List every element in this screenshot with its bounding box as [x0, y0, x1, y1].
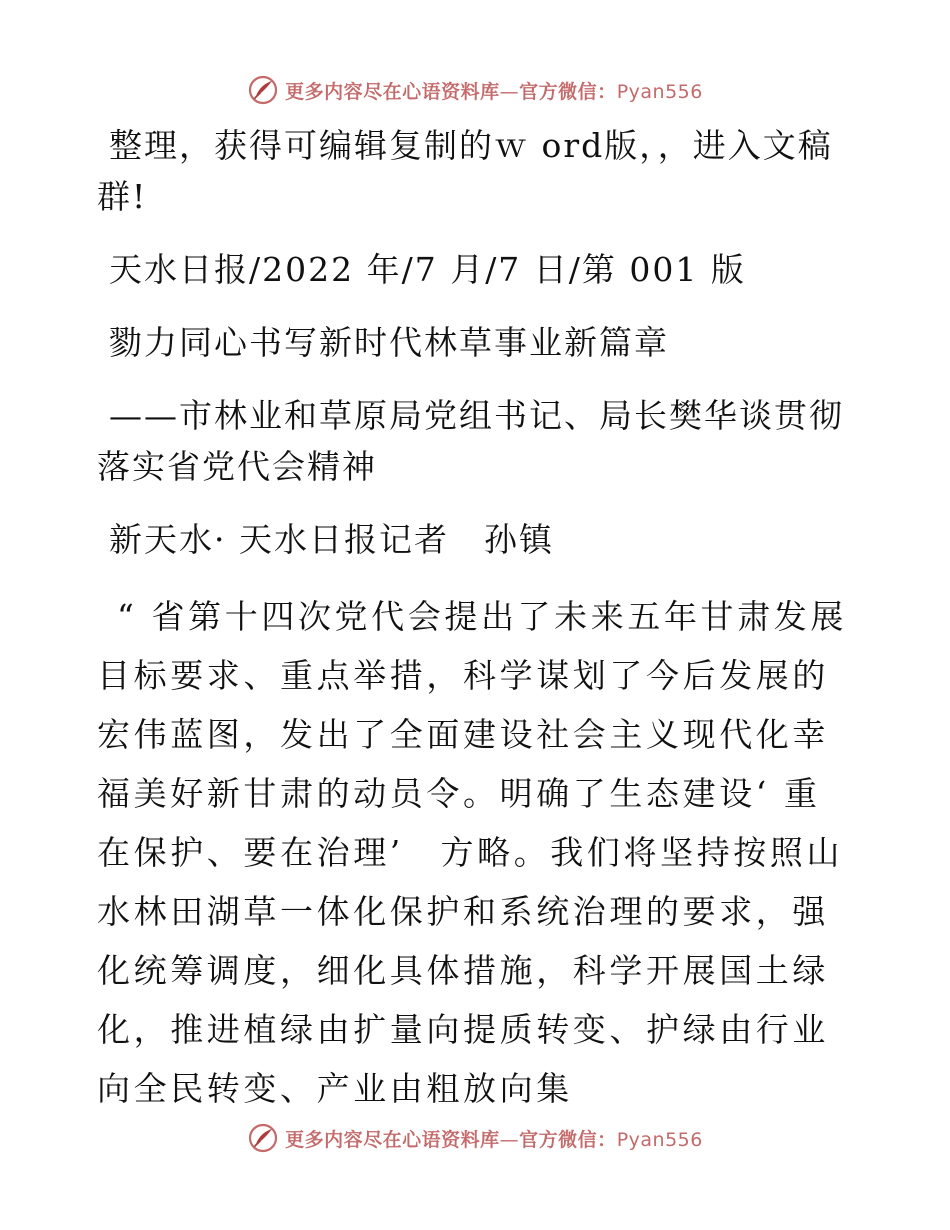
headline: 勠力同心书写新时代林草事业新篇章 [109, 323, 669, 362]
intro-paragraph: 整理，获得可编辑复制的ｗ ord版，，进入文稿群! [97, 126, 833, 216]
watermark-wechat-id: Pyan556 [616, 80, 703, 103]
watermark-site-text: 更多内容尽在心语资料库 [285, 1128, 500, 1151]
body-paragraph: “ 省第十四次党代会提出了未来五年甘肃发展目标要求、重点举措，科学谋划了今后发展的宏伟蓝图，发出了全面建设社会主义现代化幸福美好新甘肃的动员令。明确了生态建设‘ 重在保护、要在治理’ 方略。我们将坚持按照山水林田湖草一体化保护和系统治理的要求，强化统筹调度，细化具体措施，科学开展国土绿化，推进植绿由扩量向提质转变、护绿由行业向全民转变、产业由粗放向集 [97, 597, 847, 1108]
red-quill-logo-icon [247, 1122, 279, 1154]
watermark-official-label: 官方微信： [519, 1128, 617, 1151]
watermark-separator: — [499, 80, 520, 103]
byline: 新天水· 天水日报记者 孙镇 [109, 520, 554, 559]
header-watermark [0, 70, 950, 110]
watermark-official-label: 官方微信： [519, 80, 617, 103]
footer-watermark [0, 1118, 950, 1158]
watermark-site-text: 更多内容尽在心语资料库 [285, 80, 500, 103]
source-line: 天水日报/2022 年/7 月/7 日/第 001 版 [109, 250, 746, 289]
subheadline: ——市林业和草原局党组书记、局长樊华谈贯彻落实省党代会精神 [97, 396, 844, 486]
watermark-separator: — [499, 1128, 520, 1151]
watermark-wechat-id: Pyan556 [616, 1128, 703, 1151]
red-quill-logo-icon [247, 74, 279, 106]
document-body [97, 120, 857, 1140]
